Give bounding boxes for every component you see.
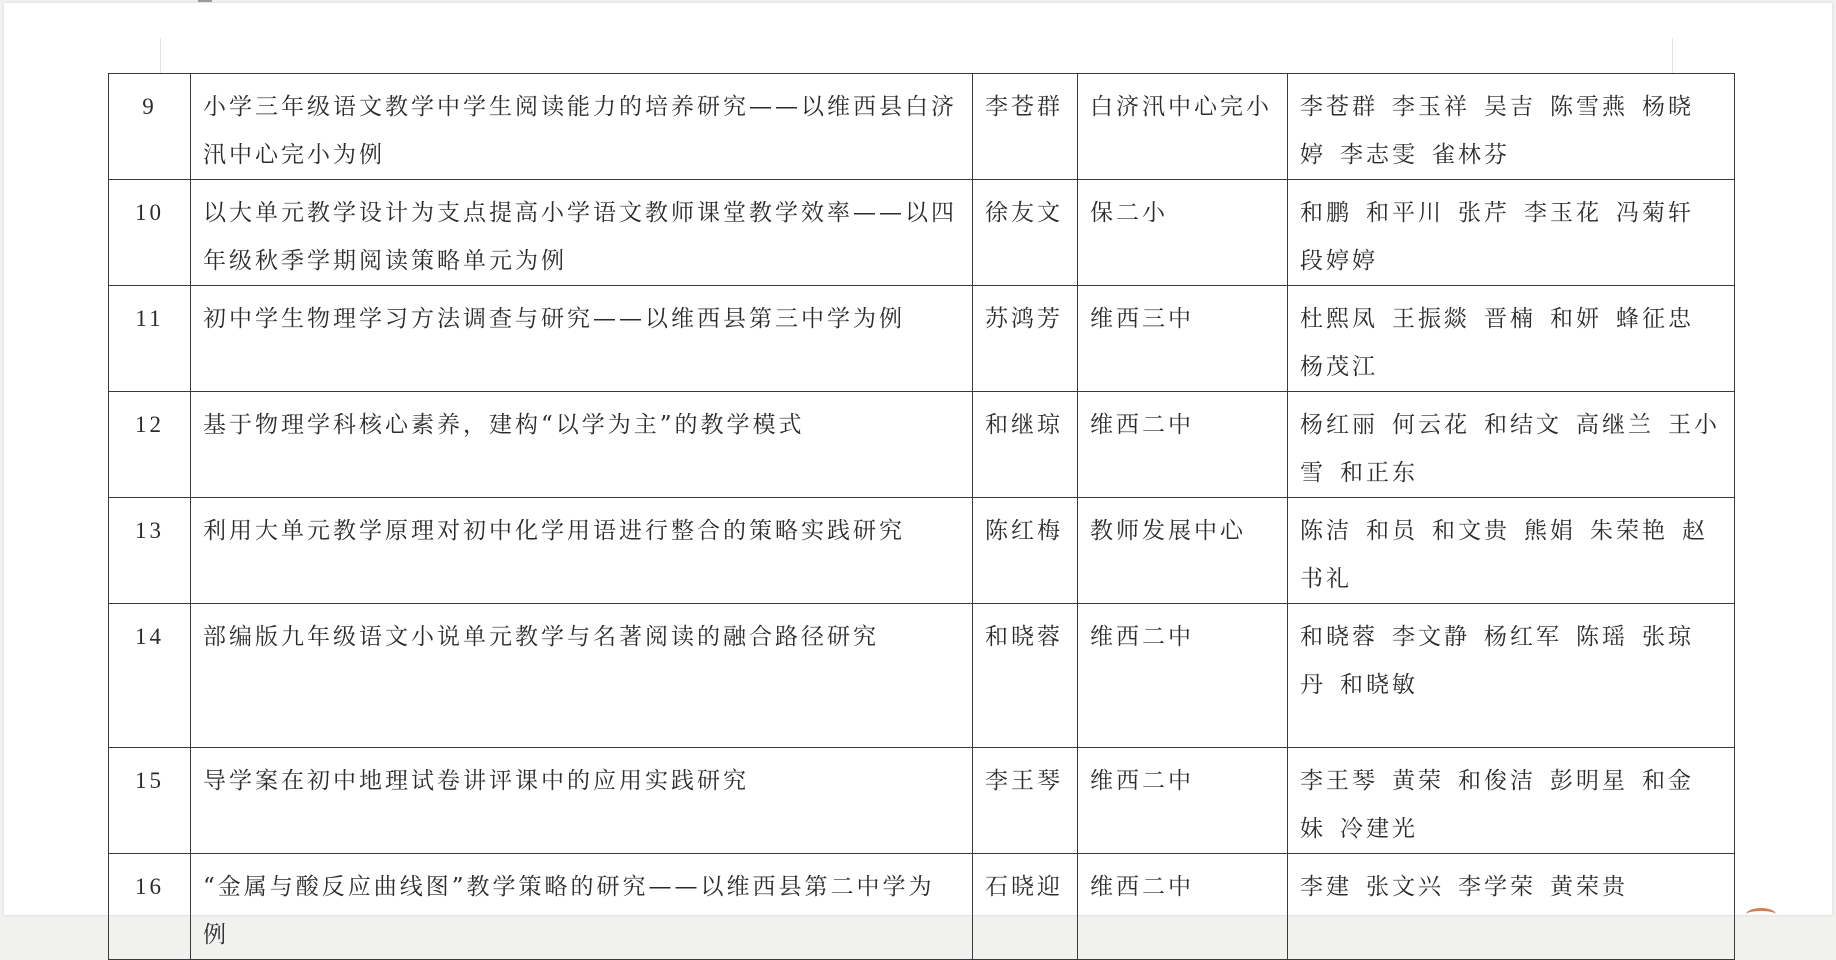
project-members	[1288, 498, 1735, 604]
member-name: 段婷婷	[1300, 248, 1378, 274]
project-title: 基于物理学科核心素养，建构“以学为主”的教学模式	[191, 392, 973, 498]
member-name: 杨茂江	[1300, 354, 1378, 380]
member-name: 吴吉	[1484, 94, 1536, 120]
member-name: 杨红军	[1484, 624, 1562, 650]
member-name: 张芹	[1458, 200, 1510, 226]
research-projects-table	[108, 73, 1735, 960]
member-name: 李玉花	[1524, 200, 1602, 226]
member-name: 和晓蓉	[1300, 624, 1378, 650]
member-name: 陈洁	[1300, 518, 1352, 544]
member-name: 和平川	[1366, 200, 1444, 226]
row-number: 10	[109, 180, 191, 286]
member-name: 李建	[1300, 874, 1352, 900]
member-name: 和妍	[1550, 306, 1602, 332]
table-row	[109, 180, 1735, 286]
member-name: 杨晓婷	[1300, 94, 1694, 168]
member-name: 和俊洁	[1458, 768, 1536, 794]
member-name: 李文静	[1392, 624, 1470, 650]
member-name: 杜熙凤	[1300, 306, 1378, 332]
project-leader: 李王琴	[973, 748, 1078, 854]
member-name: 晋楠	[1484, 306, 1536, 332]
member-name: 李苍群	[1300, 94, 1378, 120]
table-row	[109, 498, 1735, 604]
project-members	[1288, 392, 1735, 498]
member-name: 雀林芬	[1432, 142, 1510, 168]
member-name: 何云花	[1392, 412, 1470, 438]
row-number: 12	[109, 392, 191, 498]
member-name: 王小雪	[1300, 412, 1720, 486]
member-name: 和鹏	[1300, 200, 1352, 226]
project-unit: 保二小	[1078, 180, 1288, 286]
member-name: 冷建光	[1340, 816, 1418, 842]
project-unit: 维西二中	[1078, 854, 1288, 960]
member-name: 黄荣	[1392, 768, 1444, 794]
member-name: 张琼丹	[1300, 624, 1694, 698]
member-name: 和员	[1366, 518, 1418, 544]
member-name: 蜂征忠	[1616, 306, 1694, 332]
member-name: 冯菊轩	[1616, 200, 1694, 226]
project-members	[1288, 74, 1735, 180]
table-row	[109, 392, 1735, 498]
row-number: 16	[109, 854, 191, 960]
row-number: 15	[109, 748, 191, 854]
project-leader: 徐友文	[973, 180, 1078, 286]
project-title: “金属与酸反应曲线图”教学策略的研究——以维西县第二中学为例	[191, 854, 973, 960]
member-name: 高继兰	[1576, 412, 1654, 438]
member-name: 王振燚	[1392, 306, 1470, 332]
project-leader: 苏鸿芳	[973, 286, 1078, 392]
project-leader: 和晓蓉	[973, 604, 1078, 748]
member-name: 和金妹	[1300, 768, 1694, 842]
member-name: 彭明星	[1550, 768, 1628, 794]
member-name: 李王琴	[1300, 768, 1378, 794]
project-unit: 维西二中	[1078, 392, 1288, 498]
member-name: 张文兴	[1366, 874, 1444, 900]
member-name: 和晓敏	[1340, 672, 1418, 698]
table-row	[109, 854, 1735, 960]
project-title: 利用大单元教学原理对初中化学用语进行整合的策略实践研究	[191, 498, 973, 604]
project-title: 部编版九年级语文小说单元教学与名著阅读的融合路径研究	[191, 604, 973, 748]
member-name: 和文贵	[1432, 518, 1510, 544]
project-title: 初中学生物理学习方法调查与研究——以维西县第三中学为例	[191, 286, 973, 392]
member-name: 熊娟	[1524, 518, 1576, 544]
project-unit: 白济汛中心完小	[1078, 74, 1288, 180]
table-row	[109, 286, 1735, 392]
project-members	[1288, 854, 1735, 960]
member-name: 朱荣艳	[1590, 518, 1668, 544]
member-name: 李学荣	[1458, 874, 1536, 900]
row-number: 13	[109, 498, 191, 604]
table-row	[109, 74, 1735, 180]
project-members	[1288, 286, 1735, 392]
member-name: 黄荣贵	[1550, 874, 1628, 900]
project-leader: 李苍群	[973, 74, 1078, 180]
project-title: 小学三年级语文教学中学生阅读能力的培养研究——以维西县白济汛中心完小为例	[191, 74, 973, 180]
project-leader: 石晓迎	[973, 854, 1078, 960]
margin-guide-right	[1672, 38, 1673, 74]
member-name: 赵书礼	[1300, 518, 1708, 592]
member-name: 李玉祥	[1392, 94, 1470, 120]
project-title: 以大单元教学设计为支点提高小学语文教师课堂教学效率——以四年级秋季学期阅读策略单元为例	[191, 180, 973, 286]
member-name: 陈雪燕	[1550, 94, 1628, 120]
row-number: 14	[109, 604, 191, 748]
project-members	[1288, 604, 1735, 748]
project-members	[1288, 748, 1735, 854]
project-unit: 教师发展中心	[1078, 498, 1288, 604]
table-row	[109, 748, 1735, 854]
project-unit: 维西二中	[1078, 748, 1288, 854]
member-name: 和正东	[1340, 460, 1418, 486]
project-unit: 维西二中	[1078, 604, 1288, 748]
row-number: 11	[109, 286, 191, 392]
project-leader: 和继琼	[973, 392, 1078, 498]
member-name: 李志雯	[1340, 142, 1418, 168]
project-unit: 维西三中	[1078, 286, 1288, 392]
member-name: 杨红丽	[1300, 412, 1378, 438]
project-leader: 陈红梅	[973, 498, 1078, 604]
member-name: 和结文	[1484, 412, 1562, 438]
document-page	[4, 3, 1832, 948]
margin-guide-left	[160, 38, 161, 74]
top-margin-mark	[198, 0, 212, 2]
table-row	[109, 604, 1735, 748]
project-title: 导学案在初中地理试卷讲评课中的应用实践研究	[191, 748, 973, 854]
project-members	[1288, 180, 1735, 286]
member-name: 陈瑶	[1576, 624, 1628, 650]
row-number: 9	[109, 74, 191, 180]
